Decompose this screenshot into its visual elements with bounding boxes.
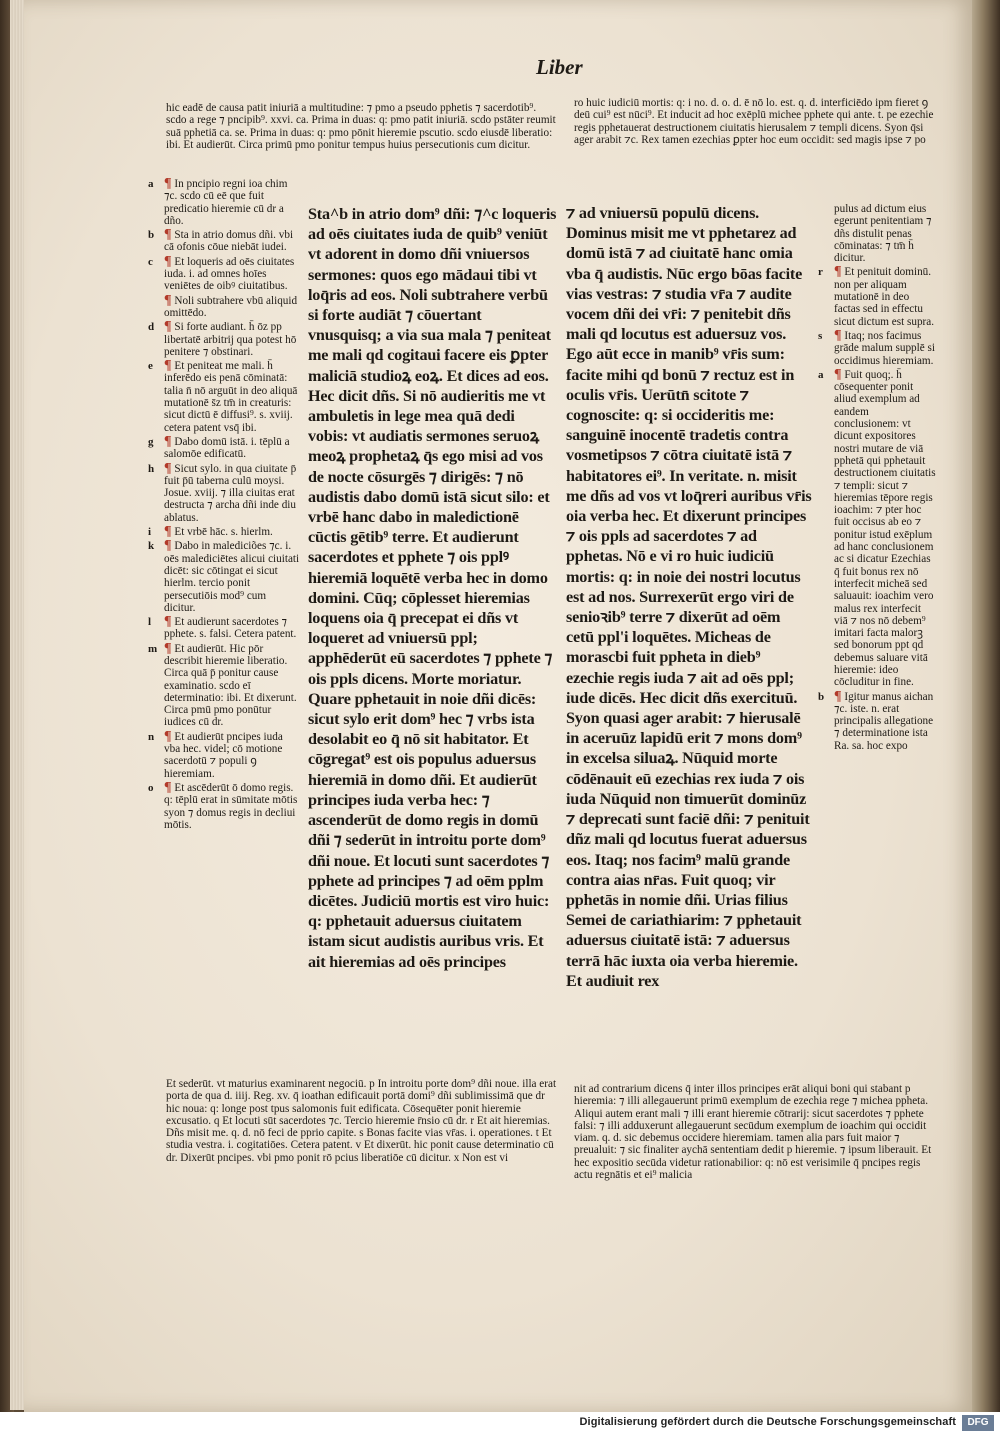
main-text-left: Sta^b in atrio dom⁹ dñi: ⁊^c loqueris ad oēs ciuitates iuda de quib⁹ veniūt vt adorent in domo dñi vniuersos sermones: quos ego mādaui tibi vt loq̄ris ad eos. Noli subtrahere verbū si forte audiāt ⁊ cōuertant vnusquisq; a via sua mala ⁊ peniteat me mali qd cogitaui facere eis ꝑpter maliciā studioꝝ eoꝝ. Et dices ad eos. Hec dicit dñs. Si nō audieritis me vt ambuletis in lege mea quā dedi vobis: vt audiatis sermones seruoꝝ meoꝝ prophetaꝝ q̄s ego misi ad vos de nocte cōsurgēs ⁊ dirigēs: ⁊ nō audistis dabo domū istā sicut silo: et vrbē hanc dabo in maledictionē cūctis gētib⁹ terre. Et audierunt sacerdotes et pphete ⁊ ois pplꝰ hieremiā loquētē verba hec in domo domini. Cūq; cōplesset hieremias loquens oia q̄ precepat ei dñs vt loqueret ad vniuersū ppl; apphēderūt eū sacerdotes ⁊ pphete ⁊ ois ppls dicens. Morte moriatur. Quare pphetauit in noie dñi dicēs: sicut sylo erit dom⁹ hec ⁊ vrbs ista desolabit eo q̄ nō sit habitator. Et cōgregat⁹ est ois populus aduersus hieremiā in domo dñi. Et audierūt principes iuda verba hec: ⁊ ascenderūt de domo regis in domū dñi ⁊ sederūt in introitu porte dom⁹ dñi noue. Et locuti sunt sacerdotes ⁊ pphete ad principes ⁊ ad oēm pplm dicētes. Judiciū mortis est viro huic: q: pphetauit aduersus ciuitatem istam sicut audistis auribus vris. Et ait hieremias ad oēs principes — [308, 205, 557, 971]
note-letter: c — [148, 255, 153, 268]
pilcrow-icon: ¶ — [164, 292, 172, 308]
footer — [0, 1412, 1000, 1436]
note-text: Et audierūt pncipes iuda vba hec. videl; cō motione sacerdotū ⁊ populi ꝯ hieremiam. — [164, 730, 283, 780]
note-letter: a — [148, 178, 154, 190]
note-letter: i — [148, 526, 152, 539]
bottom-gloss-right — [574, 1083, 934, 1181]
top-gloss-left-text: hic eadē de causa patit iniuriā a multitudine: ⁊ pmo a pseudo pphetis ⁊ sacerdotib⁹. scdo a rege ⁊ pncipib⁹. xxvi. ca. Prima in duas: q: pmo patit iniuriā. scdo pstāter reumit suā pphetiā ca. se. Prima in duas: q: pmo pōnit hieremie pscutio. scdo eiusdē liberatio: ibi. Et audierūt. Circa primū pmo ponitur tempus huius persecutionis cum dicitur. — [166, 102, 556, 151]
note-text: Et penituit dominū. non per aliquam mutationē in deo factas sed in effectu sicut dictum est supra. — [834, 266, 935, 328]
margin-note — [148, 178, 300, 227]
pilcrow-icon: ¶ — [164, 728, 172, 744]
note-text: Si forte audiant. h̄ ōz pp libertatē arbitrij qua potest hō penitere ⁊ obstinari. — [164, 321, 297, 358]
note-letter: b — [148, 229, 155, 242]
note-text: Et audierūt. Hic pōr describit hieremie liberatio. Circa quā p̄ ponitur cause examinatio. scdo eī determinatio: ibi. Et dixerunt. Circa pmū pmo ponūtur iudices cū dr. — [164, 642, 297, 729]
note-text: Dabo domū istā. i. tēplū a salomōe edificatū. — [164, 435, 290, 461]
note-letter: s — [818, 329, 823, 342]
right-margin-notes — [818, 203, 936, 754]
margin-note — [148, 433, 300, 461]
pilcrow-icon: ¶ — [834, 366, 842, 382]
note-text: Sta in atrio domus dñi. vbi cā ofonis cōue niebāt iudei. — [164, 229, 294, 254]
pilcrow-icon: ¶ — [164, 640, 172, 656]
note-letter: e — [148, 360, 153, 373]
pilcrow-icon: ¶ — [164, 358, 172, 374]
note-text: Noli subtrahere vbū aliquid omittēdo. — [164, 294, 298, 319]
margin-note — [148, 526, 300, 538]
margin-note — [818, 366, 936, 689]
note-letter: r — [818, 266, 823, 279]
note-letter: k — [148, 540, 155, 553]
note-letter: a — [818, 368, 824, 381]
note-letter: h — [148, 462, 155, 475]
margin-note — [148, 229, 300, 254]
note-letter: d — [148, 321, 155, 334]
top-gloss-right-text: ro huic iudiciū mortis: q: i no. d. o. d. ē nō lo. est. q. d. interficiēdo ipm fieret ꝯ deū cui⁹ est nūci⁹. Et inducit ad hoc exēplū michee pphete qui ante. t. pe ezechie regis pphetauerat destructionem ciuitatis hierusalem ⁊ templi dicens. Syon q̄si ager arabit ⁊c. Rex tamen ezechias ꝑpter hoc eum occidit: sed magis ipse ⁊ po — [574, 97, 934, 146]
pilcrow-icon: ¶ — [164, 538, 172, 554]
margin-note — [818, 266, 936, 327]
main-text-right: ⁊ ad vniuersū populū dicens. Dominus misit me vt pphetarez ad domū istā ⁊ ad ciuitatē hanc omia vba q̄ audistis. Nūc ergo bōas facite vias vestras: ⁊ studia vr̄a ⁊ audite vocem dñi dei vr̄i: ⁊ penitebit dñs mali qd locutus est aduersuz vos. Ego aūt ecce in manib⁹ vr̄is sum: facite mihi qd bonū ⁊ rectuz est in oculis vr̄is. Uerūtn̄ scitote ⁊ cognoscite: q: si occideritis me: sanguinē inocentē tradetis contra vosmetipsos ⁊ cōtra ciuitatē istā ⁊ habitatores ei⁹. In veritate. n. misit me dñs ad vos vt loq̄reri auribus vr̄is oia verba hec. Et dixerunt principes ⁊ ois ppls ad sacerdotes ⁊ ad pphetas. Nō e vi ro huic iudiciū mortis: q: in noie dei nostri locutus est ad nos. Surrexerūt ergo viri de senioꝛib⁹ terre ⁊ dixerūt ad oēm cetū ppl'i loquētes. Micheas de morascbi fuit ppheta in dieb⁹ ezechie regis iuda ⁊ ait ad oēs ppl; iude dicēs. Hec dicit dñs exercituū. Syon quasi ager arabit: ⁊ hierusalē in aceruūz lapidū erit ⁊ mons dom⁹ in excelsa siluaꝝ. Nūquid morte cōdēnauit eū ezechias rex iuda ⁊ ois iuda Nūquid non timuerūt dominūz ⁊ deprecati sunt faciē dñi: ⁊ penituit dñz mali qd locutus fuerat aduersus eos. Itaq; nos facim⁹ malū grande contra aias nr̄as. Fuit quoq; vir pphetās in nomie dñi. Urias filius Semei de cariathiarim: ⁊ pphetauit aduersus ciuitatē istā: ⁊ aduersus terrā hāc iuxta oia verba hieremie. Et audiuit rex — [566, 204, 812, 990]
pilcrow-icon: ¶ — [164, 524, 172, 540]
pilcrow-icon: ¶ — [164, 319, 172, 335]
margin-note — [148, 460, 300, 524]
note-text: Itaq; nos facimus grāde malum supplē si occidimus hieremiam. — [834, 329, 935, 367]
pilcrow-icon: ¶ — [834, 327, 842, 343]
pilcrow-icon: ¶ — [164, 227, 172, 243]
top-gloss-right — [574, 97, 934, 146]
margin-note — [148, 253, 300, 293]
note-letter: g — [148, 435, 154, 448]
note-letter: l — [148, 616, 152, 629]
bottom-gloss-left-text: Et sederūt. vt maturius examinarent negociū. p In introitu porte dom⁹ dñi noue. illa erat porta de qua d. iiij. Reg. xv. q̄ ioathan edificauit portā domi⁹ dñi sublimissimā que dr hic noua: q: longe post tpus salomonis fuit edificata. Cōsequēter ponit hieremie excusatio. q Et locuti sūt sacerdotes ⁊c. Tercio hieremie r̄nsio cū dr. r Et ait hieremias. Dñs misit me. q. d. nō feci de pprio capite. s Bonas facite vias vr̄as. i. operationes. t Et studia vestra. i. cogitatiōes. Cetera patent. v Et dixerūt. hic ponit cause determinatio cū dr. Dixerūt pncipes. vbi pmo ponit rō pcius liberatiōe cū dicitur. x Non est vi — [166, 1078, 557, 1164]
margin-note — [148, 540, 300, 614]
bottom-gloss-right-text: nit ad contrarium dicens q̄ inter illos principes erāt aliqui boni qui stabant p hieremia: ⁊ illi allegauerunt primū exemplum de ezechia rege ⁊ michea ppheta. Aliqui autem erant mali ⁊ illi erant hieremie cōtrarij: sicut sacerdotes ⁊ pphete falsi: ⁊ illi adduxerunt allegauerunt secūdum exemplum de ioachim qui occidit viam. q. d. sic debemus occidere hieremiam. tamen alia pars fuit maior ⁊ preualuit: ⁊ sic finaliter aychā sententiam dedit p hieremie. ⁊ ipsum liberauit. Et hec expositio secūda videtur rationabilior: q: nō est verisimile q̄ pncipes regis actu regnātis et ei⁹ malicia — [574, 1083, 932, 1182]
margin-note — [148, 728, 300, 780]
running-title: Liber — [536, 55, 583, 79]
note-text: In pncipio regni ioa chim ⁊c. scdo cū eē que fuit predicatio hieremie cū dr a dño. — [164, 178, 288, 227]
margin-note — [148, 640, 300, 729]
note-text: Et vrbē hāc. s. hierlm. — [174, 526, 273, 539]
note-text: Sicut sylo. in qua ciuitate p̄ fuit p̄ū taberna culū moysi. Josue. xviij. ⁊ illa ciuitas erat destructa ⁊ archa dñi inde diu ablatus. — [164, 462, 297, 524]
margin-note — [818, 203, 936, 264]
left-margin-notes — [148, 178, 300, 833]
top-gloss-left — [166, 102, 556, 151]
note-text: Et ascēderūt ō domo regis. q: tēplū erat in sūmitate mōtis syon ⁊ domus regis in decliui mōtis. — [164, 781, 298, 831]
book-binding-right — [972, 0, 1000, 1412]
dfg-logo-icon: DFG — [962, 1415, 994, 1431]
pilcrow-icon: ¶ — [834, 688, 842, 704]
note-letter: o — [148, 781, 154, 794]
pilcrow-icon: ¶ — [164, 779, 172, 795]
margin-note — [818, 688, 936, 752]
note-text: Dabo in malediciões ⁊c. i. oēs malediciētes alicui ciuitati dicēt: sic cōtingat ei sicut hierlm. tercio ponit persecutiōis mod⁹ cum dicitur. — [164, 540, 300, 614]
margin-note — [148, 292, 300, 320]
margin-note — [818, 327, 936, 367]
pilcrow-icon: ¶ — [164, 460, 172, 476]
footer-credit: Digitalisierung gefördert durch die Deutsche Forschungsgemeinschaft — [579, 1416, 956, 1428]
pilcrow-icon: ¶ — [834, 264, 842, 280]
margin-note — [148, 360, 300, 434]
note-text: Et audierunt sacerdotes ⁊ pphete. s. falsi. Cetera patent. — [164, 616, 297, 641]
note-letter: n — [148, 730, 155, 743]
pilcrow-icon: ¶ — [164, 253, 172, 269]
note-letter: m — [148, 642, 158, 655]
pilcrow-icon: ¶ — [164, 176, 172, 191]
note-text: Et loqueris ad oēs ciuitates iuda. i. ad omnes hoīes veniētes de oibꝰ ciuitatibus. — [164, 255, 295, 293]
pilcrow-icon: ¶ — [164, 614, 172, 630]
main-text-column-right — [566, 203, 812, 991]
note-letter: b — [818, 690, 825, 703]
margin-note — [148, 616, 300, 641]
margin-note — [148, 779, 300, 831]
bottom-gloss-left — [166, 1078, 558, 1164]
note-text: pulus ad dictum eius egerunt penitentiam ⁊ dñs distulit penas cōminatas: ⁊ tm̄ h̄ dicitur. — [834, 203, 932, 265]
main-text-column-left — [308, 204, 558, 972]
margin-note — [148, 321, 300, 358]
note-text: Fuit quoq;. h̄ cōsequenter ponit aliud exemplum ad eandem conclusionem: vt dicunt expositores nostri mutare de viā pphetā qui pphetauit destructionem ciuitatis ⁊ templi: sicut ⁊ hieremias tēpore regis ioachim: ⁊ pter hoc fuit occisus ab eo ⁊ ponitur istud exēplum ad hanc conclusionem ac si dicatur Ezechias q̄ fuit bonus rex nō interfecit micheā sed saluauit: ioachim vero malus rex interfecit viā ⁊ nos nō debem⁹ imitari facta malorꝫ sed bonorum ppt qd debemus saluare vitā hieremie: ideo cōcluditur in fine. — [834, 368, 936, 689]
pilcrow-icon: ¶ — [164, 433, 172, 449]
note-text: Et peniteat me mali. h̄ inferēdo eis penā cōminatā: talia n̄ nō arguūt in deo aliquā mutationē s̄z tm̄ in creaturis: sicut dictū ē diffusi⁹. s. xviij. cetera patent vsq̄ ibi. — [164, 360, 298, 434]
note-text: Igitur manus aichan ⁊c. iste. n. erat principalis allegatione ⁊ determinatione ista Ra. sa. hoc expo — [834, 690, 934, 752]
